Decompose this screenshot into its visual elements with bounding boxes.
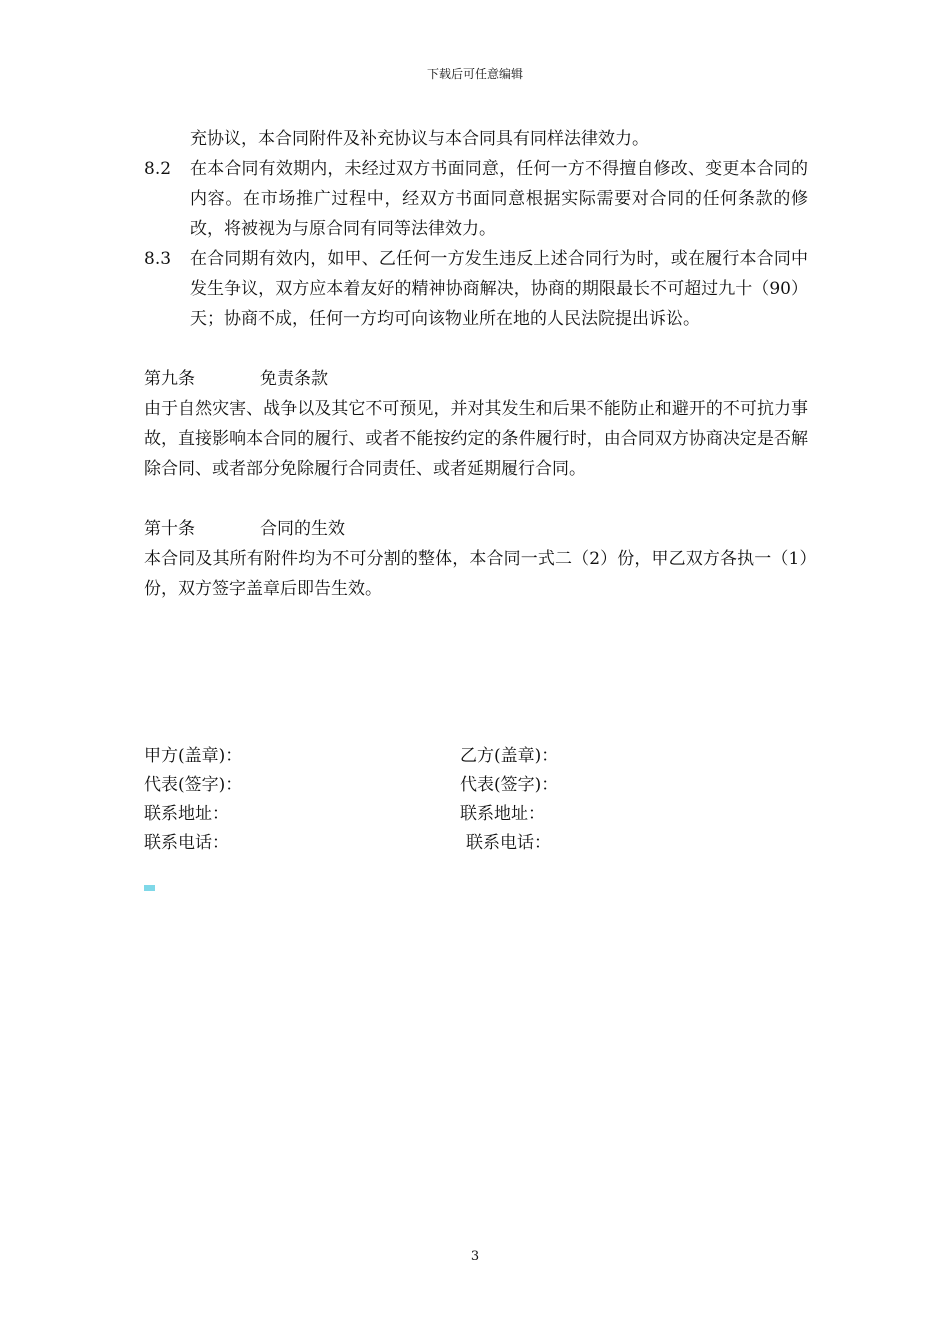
party-b-address: 联系地址： — [460, 804, 545, 824]
seal-row — [144, 742, 808, 771]
party-b-phone: 联系电话： — [466, 833, 551, 853]
page-header: 下载后可任意编辑 — [426, 67, 523, 81]
blank-line — [144, 334, 808, 364]
party-b-representative: 代表(签字)： — [460, 775, 559, 795]
blank-line — [144, 484, 808, 514]
article-10-body: 本合同及其所有附件均为不可分割的整体，本合同一式二（2）份，甲乙双方各执一（1）份，双方签字盖章后即告生效。 — [144, 549, 808, 599]
clause-8-1-continuation: 充协议，本合同附件及补充协议与本合同具有同样法律效力。 — [190, 129, 649, 149]
article-number: 第十条 — [144, 519, 195, 539]
article-10-heading — [144, 514, 808, 544]
clause-number: 8.3 — [144, 249, 172, 269]
representative-row — [144, 771, 808, 800]
phone-row — [144, 829, 808, 858]
address-row — [144, 800, 808, 829]
article-title: 免责条款 — [260, 369, 328, 389]
party-a-representative: 代表(签字)： — [144, 775, 243, 795]
party-a-address: 联系地址： — [144, 804, 229, 824]
party-a-phone: 联系电话： — [144, 833, 229, 853]
document-body — [144, 124, 808, 604]
article-title: 合同的生效 — [260, 519, 345, 539]
article-9-heading — [144, 364, 808, 394]
clause-8-3 — [144, 244, 808, 334]
cursor-marker — [144, 885, 155, 891]
article-9-body: 由于自然灾害、战争以及其它不可预见，并对其发生和后果不能防止和避开的不可抗力事故，直接影响本合同的履行、或者不能按约定的条件履行时，由合同双方协商决定是否解除合同、或者部分免除履行合同责任、或者延期履行合同。 — [144, 399, 808, 479]
party-b-seal: 乙方(盖章)： — [460, 746, 559, 766]
clause-text: 在本合同有效期内，未经过双方书面同意，任何一方不得擅自修改、变更本合同的内容。在市场推广过程中，经双方书面同意根据实际需要对合同的任何条款的修改，将被视为与原合同有同等法律效力。 — [190, 159, 808, 239]
clause-number: 8.2 — [144, 159, 172, 179]
signature-block — [144, 742, 808, 858]
page-number: 3 — [470, 1249, 480, 1264]
clause-8-2 — [144, 154, 808, 244]
clause-text: 在合同期有效内，如甲、乙任何一方发生违反上述合同行为时，或在履行本合同中发生争议，双方应本着友好的精神协商解决，协商的期限最长不可超过九十（90）天；协商不成，任何一方均可向该物业所在地的人民法院提出诉讼。 — [190, 249, 808, 329]
article-number: 第九条 — [144, 369, 195, 389]
party-a-seal: 甲方(盖章)： — [144, 746, 243, 766]
